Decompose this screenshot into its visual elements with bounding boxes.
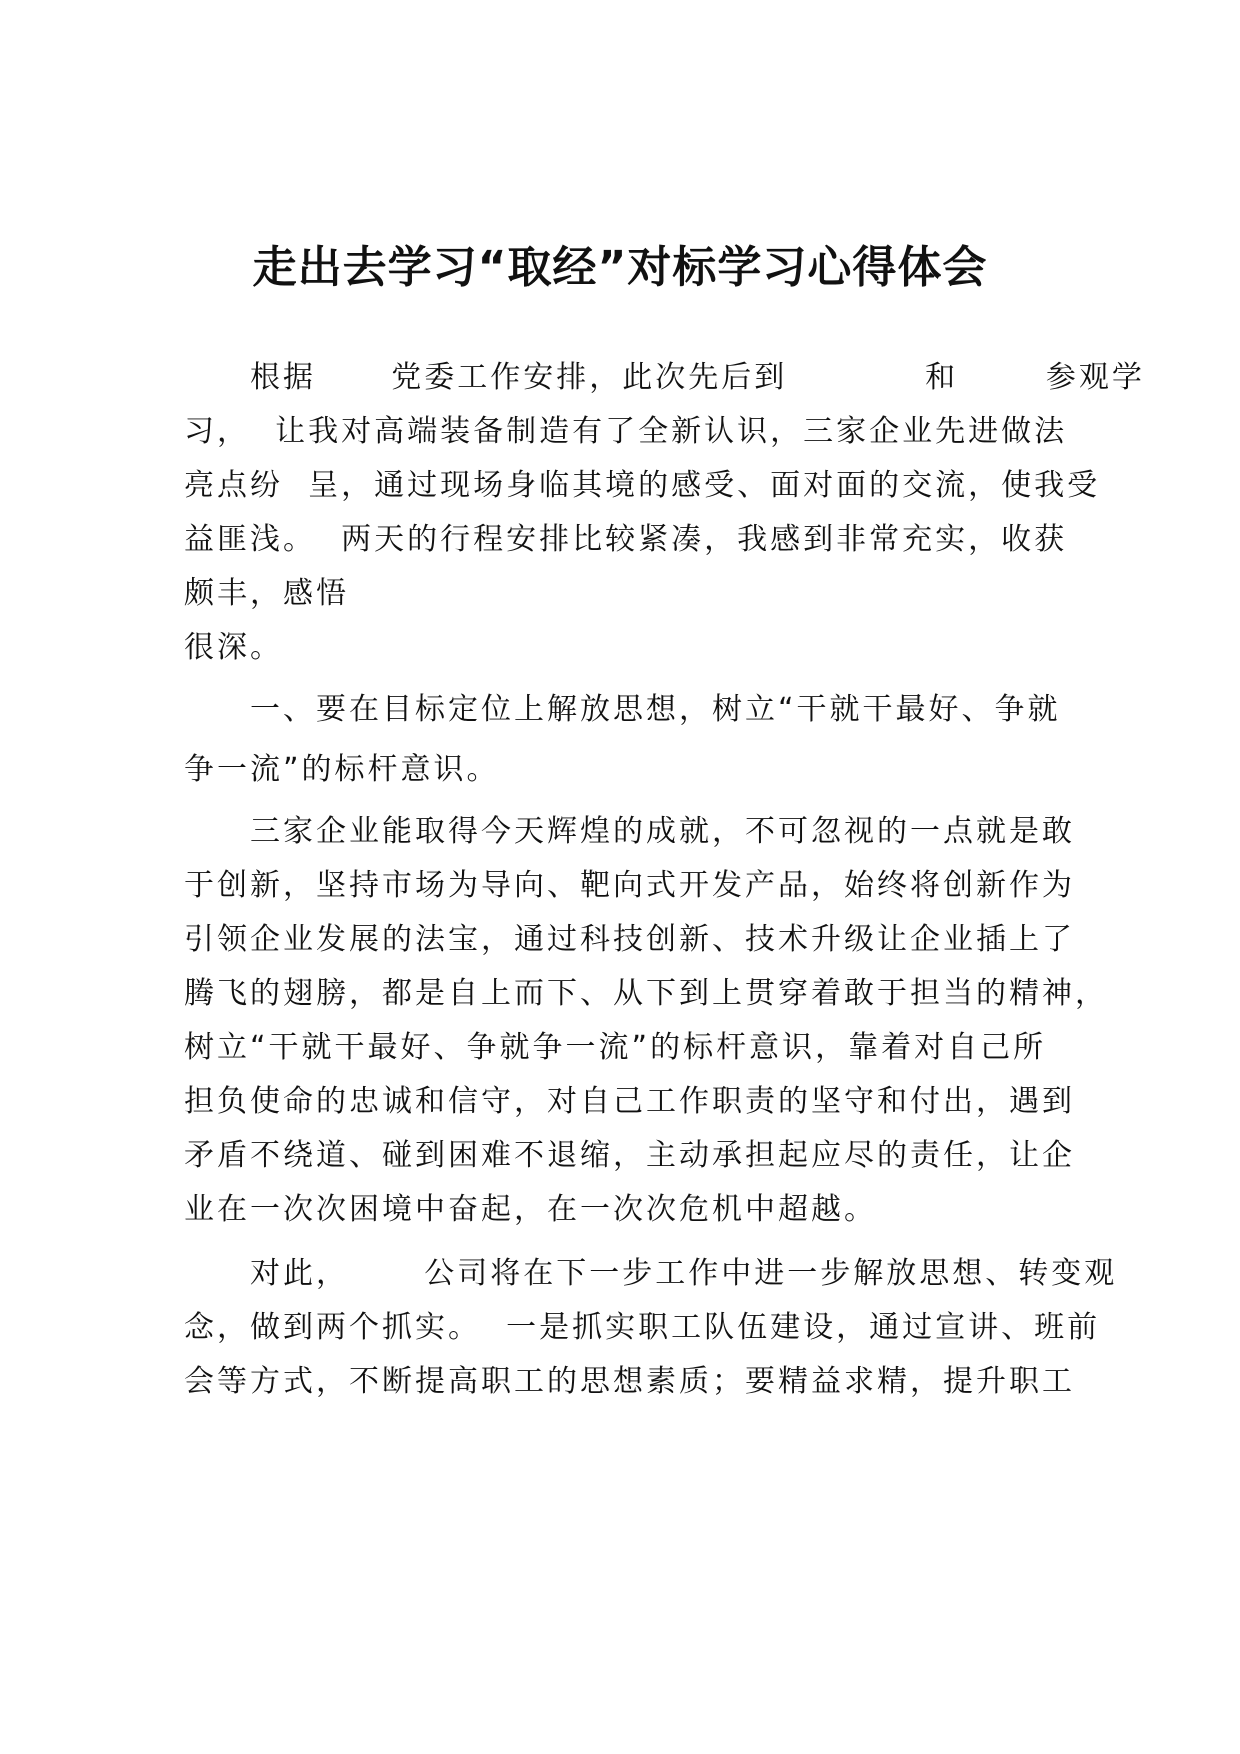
paragraph-2-line-2: 于创新，坚持市场为导向、靶向式开发产品，始终将创新作为 — [184, 868, 1075, 903]
paragraph-2-line-8: 业在一次次困境中奋起，在一次次危机中超越。 — [184, 1192, 877, 1227]
section-heading-1-line-1: 一、要在目标定位上解放思想，树立“干就干最好、争就 — [250, 692, 1061, 727]
paragraph-2-line-4: 腾飞的翅膀，都是自上而下、从下到上贯穿着敢于担当的精神， — [184, 976, 1108, 1011]
paragraph-3-line-1: 对此， 公司将在下一步工作中进一步解放思想、转变观 — [250, 1256, 1118, 1291]
paragraph-2-line-6: 担负使命的忠诚和信守，对自己工作职责的坚守和付出，遇到 — [184, 1084, 1075, 1119]
paragraph-1-line-4: 益匪浅。 两天的行程安排比较紧凑，我感到非常充实，收获 — [184, 522, 1068, 557]
paragraph-1-line-1: 根据 党委工作安排，此次先后到 和 参观学 — [250, 360, 1145, 395]
paragraph-3-line-2: 念，做到两个抓实。 一是抓实职工队伍建设，通过宣讲、班前 — [184, 1310, 1101, 1345]
paragraph-1-line-2: 习， 让我对高端装备制造有了全新认识，三家企业先进做法 — [184, 414, 1068, 449]
document-title: 走出去学习“取经”对标学习心得体会 — [252, 242, 988, 293]
paragraph-2-line-3: 引领企业发展的法宝，通过科技创新、技术升级让企业插上了 — [184, 922, 1075, 957]
paragraph-2-line-5: 树立“干就干最好、争就争一流”的标杆意识，靠着对自己所 — [184, 1030, 1047, 1065]
paragraph-3-line-3: 会等方式，不断提高职工的思想素质；要精益求精，提升职工 — [184, 1364, 1075, 1399]
paragraph-2-line-1: 三家企业能取得今天辉煌的成就，不可忽视的一点就是敢 — [250, 814, 1075, 849]
section-heading-1-line-2: 争一流”的标杆意识。 — [184, 752, 500, 787]
paragraph-1-line-6: 很深。 — [184, 630, 283, 665]
paragraph-1-line-5: 颇丰，感悟 — [184, 576, 349, 611]
paragraph-1-line-3: 亮点纷 呈，通过现场身临其境的感受、面对面的交流，使我受 — [184, 468, 1101, 503]
paragraph-2-line-7: 矛盾不绕道、碰到困难不退缩，主动承担起应尽的责任，让企 — [184, 1138, 1075, 1173]
